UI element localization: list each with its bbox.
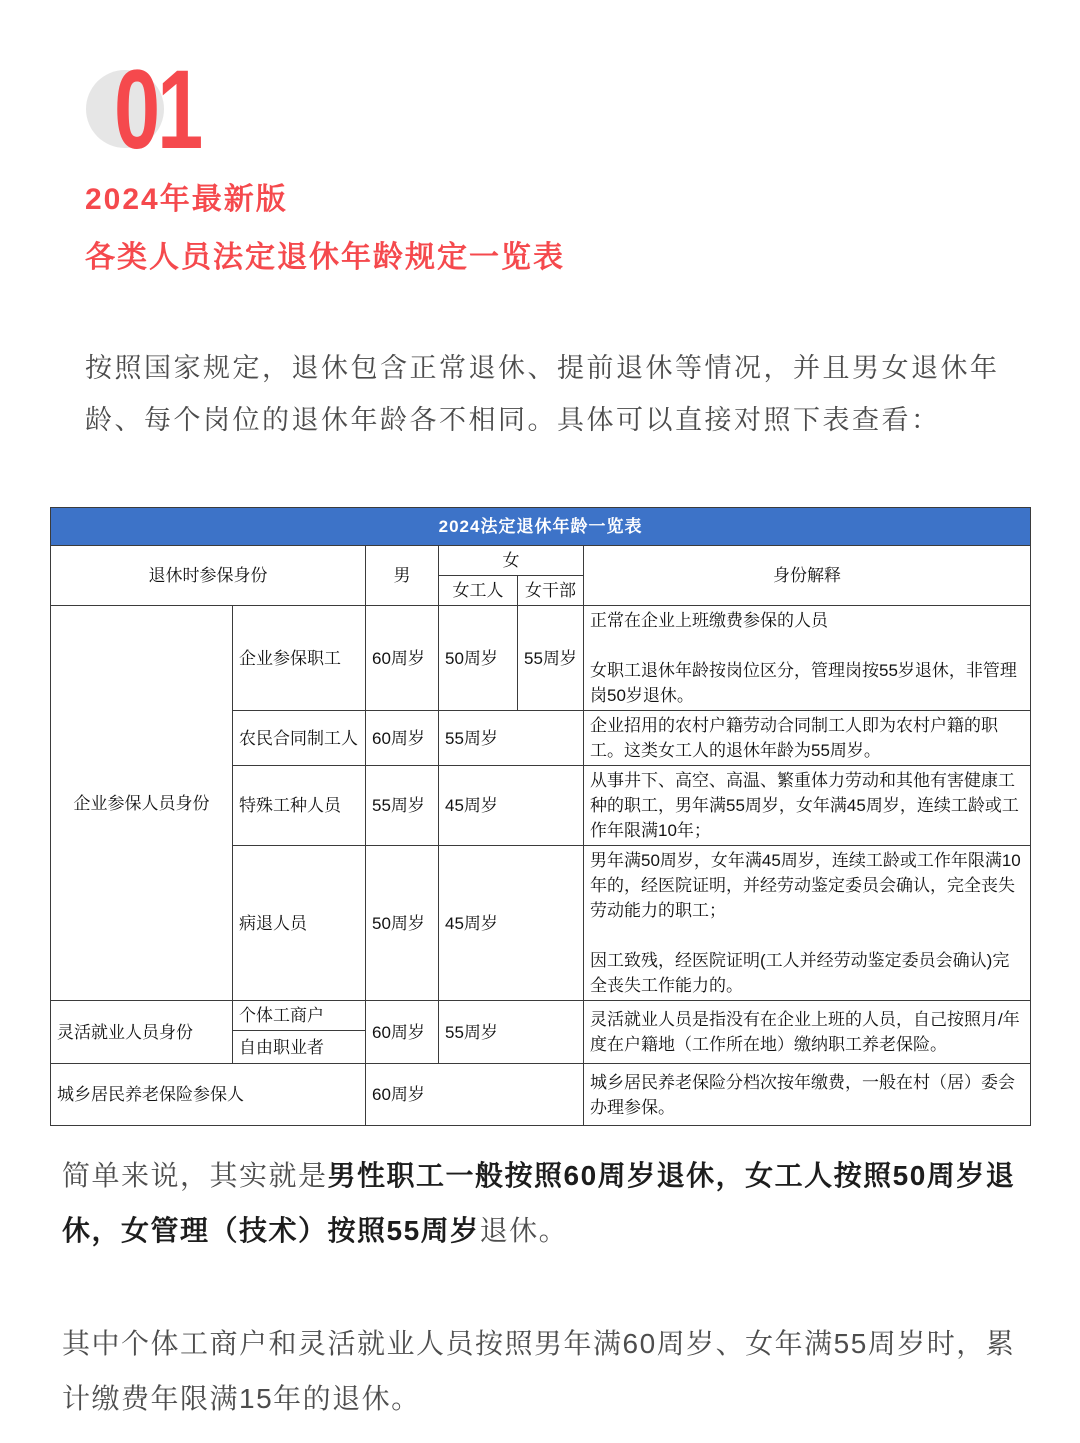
summary-paragraph-1 (62, 1148, 1027, 1258)
cell-category: 特殊工种人员 (233, 766, 366, 846)
summary-1-bold-text: 男性职工一般按照60周岁退休，女工人按照50周岁退休，女管理（技术）按照55周岁 (62, 1160, 1016, 1246)
cell-category: 企业参保职工 (233, 606, 366, 711)
explanation-paragraph: 女职工退休年龄按岗位区分，管理岗按55岁退休，非管理岗50岁退休。 (590, 661, 1017, 705)
cell-male-age: 50周岁 (366, 846, 439, 1001)
table-title: 2024法定退休年龄一览表 (51, 508, 1031, 546)
cell-male-age: 55周岁 (366, 766, 439, 846)
explanation-paragraph: 正常在企业上班缴费参保的人员 (590, 611, 828, 630)
group-enterprise-name: 企业参保人员身份 (51, 606, 233, 1001)
cell-explanation: 城乡居民养老保险分档次按年缴费，一般在村（居）委会办理参保。 (584, 1064, 1031, 1126)
heading-line-2: 各类人员法定退休年龄规定一览表 (85, 241, 565, 274)
table-row (51, 1001, 1031, 1031)
header-female-worker: 女工人 (439, 576, 518, 606)
cell-category: 自由职业者 (233, 1031, 366, 1064)
cell-explanation (584, 846, 1031, 1001)
intro-paragraph: 按照国家规定，退休包含正常退休、提前退休等情况，并且男女退休年龄、每个岗位的退休年龄各不相同。具体可以直接对照下表查看： (85, 353, 1000, 435)
cell-female-worker-age: 50周岁 (439, 606, 518, 711)
cell-female-age: 45周岁 (439, 846, 584, 1001)
group-flexible-name: 灵活就业人员身份 (51, 1001, 233, 1064)
cell-age: 60周岁 (366, 1064, 584, 1126)
table-row (51, 1064, 1031, 1126)
cell-category: 个体工商户 (233, 1001, 366, 1031)
cell-explanation: 灵活就业人员是指没有在企业上班的人员，自己按照月/年度在户籍地（工作所在地）缴纳职工养老保险。 (584, 1001, 1031, 1064)
cell-female-cadre-age: 55周岁 (518, 606, 584, 711)
cell-male-age: 60周岁 (366, 606, 439, 711)
cell-category: 农民合同制工人 (233, 711, 366, 766)
header-male: 男 (366, 546, 439, 606)
table-row (51, 606, 1031, 711)
cell-explanation (584, 606, 1031, 711)
summary-paragraph-2: 其中个体工商户和灵活就业人员按照男年满60周岁、女年满55周岁时，累计缴费年限满15年的退休。 (62, 1328, 1016, 1414)
cell-male-age: 60周岁 (366, 1001, 439, 1064)
summary-1-text-start: 简单来说，其实就是 (62, 1160, 328, 1191)
heading-line-1: 2024年最新版 (85, 183, 288, 216)
cell-female-age: 45周岁 (439, 766, 584, 846)
summary-1-text-end: 退休。 (479, 1215, 569, 1246)
cell-male-age: 60周岁 (366, 711, 439, 766)
header-female: 女 (439, 546, 584, 576)
header-explanation: 身份解释 (584, 546, 1031, 606)
cell-category: 病退人员 (233, 846, 366, 1001)
explanation-paragraph: 男年满50周岁，女年满45周岁，连续工龄或工作年限满10年的，经医院证明，并经劳动鉴定委员会确认，完全丧失劳动能力的职工； (590, 851, 1021, 920)
section-badge (84, 47, 304, 192)
row-rural-name: 城乡居民养老保险参保人 (51, 1064, 366, 1126)
retirement-age-table (50, 507, 1031, 1126)
table-header-row-1 (51, 546, 1031, 576)
header-female-cadre: 女干部 (518, 576, 584, 606)
table-title-row (51, 508, 1031, 546)
cell-explanation: 从事井下、高空、高温、繁重体力劳动和其他有害健康工种的职工，男年满55周岁，女年满45周岁，连续工龄或工作年限满10年； (584, 766, 1031, 846)
header-identity: 退休时参保身份 (51, 546, 366, 606)
cell-female-age: 55周岁 (439, 711, 584, 766)
explanation-paragraph: 因工致残，经医院证明(工人并经劳动鉴定委员会确认)完全丧失工作能力的。 (590, 951, 1010, 995)
cell-explanation: 企业招用的农村户籍劳动合同制工人即为农村户籍的职工。这类女工人的退休年龄为55周岁。 (584, 711, 1031, 766)
cell-female-age: 55周岁 (439, 1001, 584, 1064)
section-number: 01 (114, 47, 201, 172)
